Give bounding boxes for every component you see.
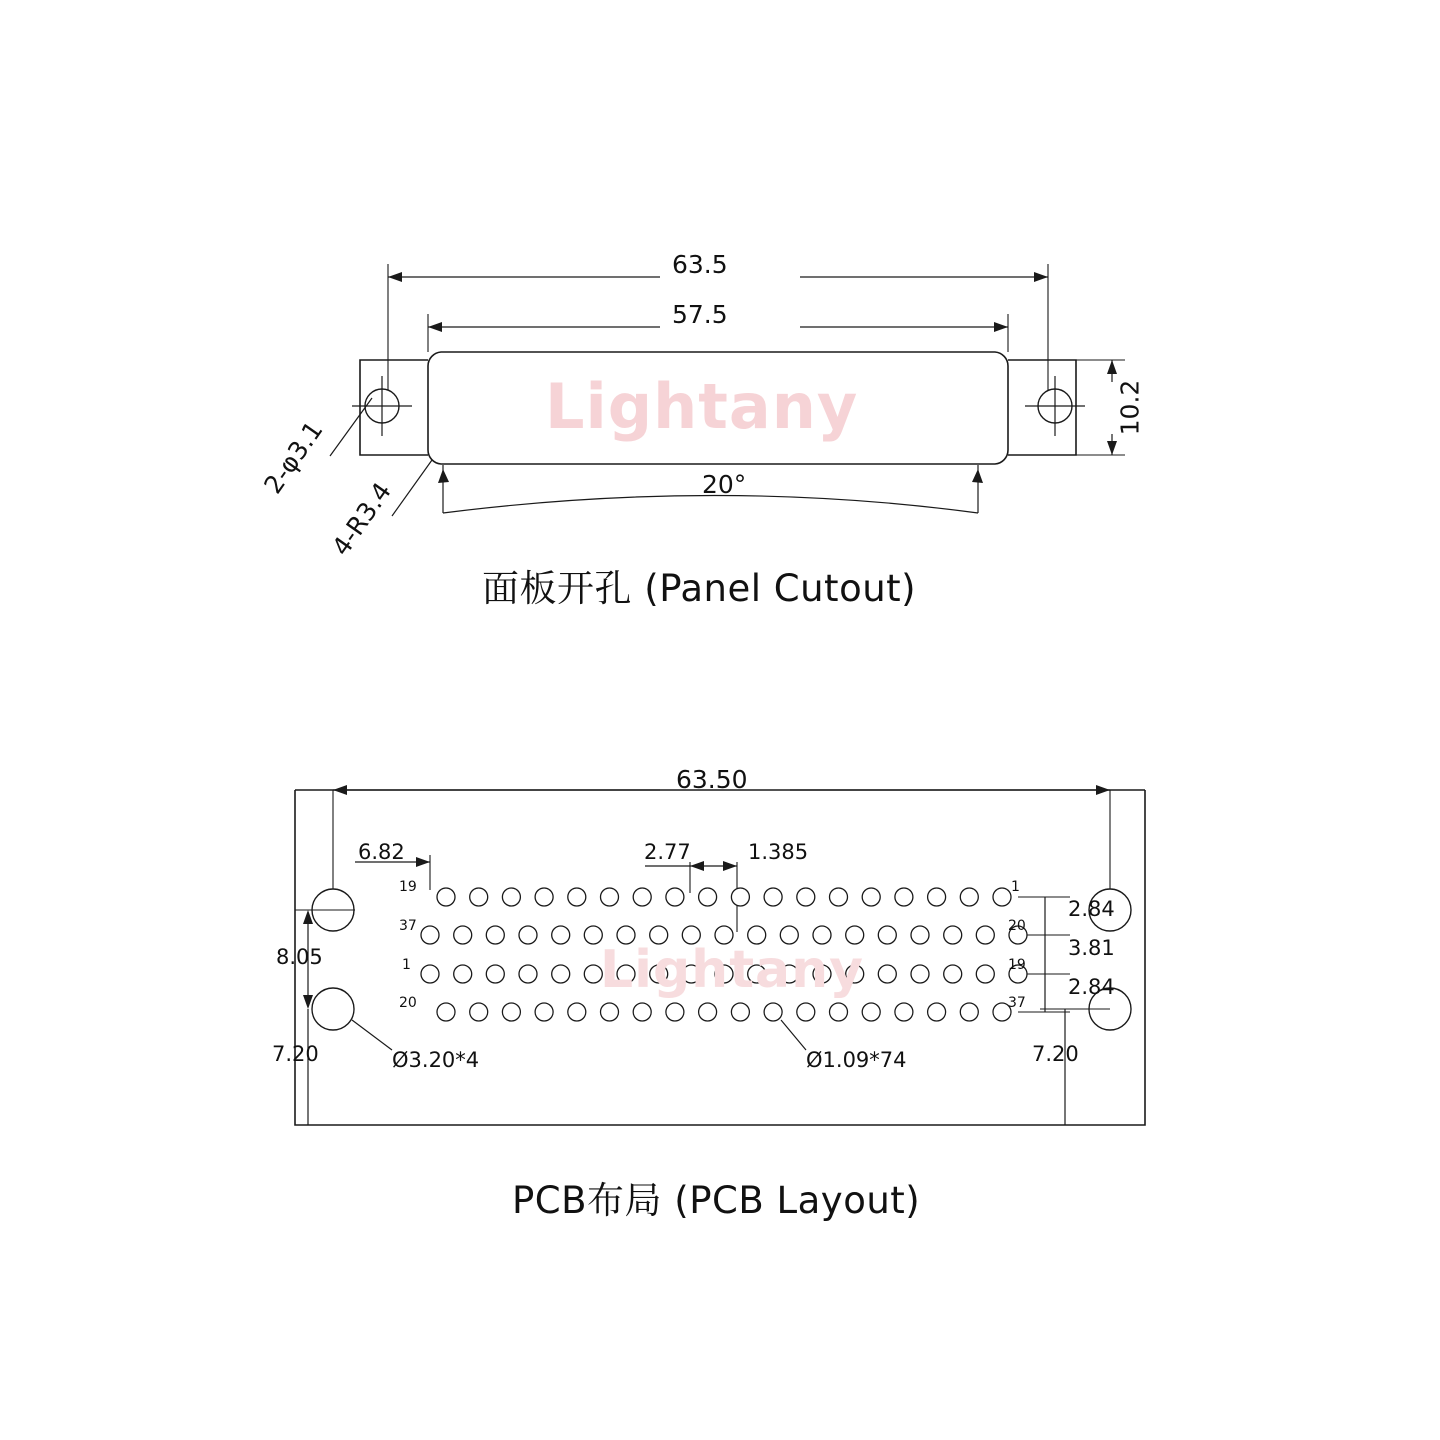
pcb-pad bbox=[830, 888, 848, 906]
pcb-pad bbox=[421, 926, 439, 944]
dim-pcb-pitch-row: 2.77 bbox=[644, 840, 691, 864]
pcb-pad bbox=[862, 1003, 880, 1021]
note-pin-hole-size: Ø1.09*74 bbox=[806, 1048, 907, 1072]
pcb-pad bbox=[813, 965, 831, 983]
pcb-pad bbox=[633, 1003, 651, 1021]
pcb-pad bbox=[584, 965, 602, 983]
pcb-pad bbox=[895, 888, 913, 906]
dim-pcb-left-vertical: 8.05 bbox=[276, 945, 323, 969]
pcb-pad bbox=[682, 926, 700, 944]
watermark-top: Lightany bbox=[545, 370, 859, 443]
pcb-pad bbox=[797, 1003, 815, 1021]
pcb-pad bbox=[895, 1003, 913, 1021]
pcb-pad bbox=[535, 888, 553, 906]
pcb-pad bbox=[682, 965, 700, 983]
pcb-pad bbox=[421, 965, 439, 983]
pcb-pad bbox=[552, 926, 570, 944]
pcb-pad bbox=[519, 926, 537, 944]
pcb-pin-grid bbox=[421, 888, 1027, 1021]
pcb-pad bbox=[748, 926, 766, 944]
pcb-pad bbox=[699, 888, 717, 906]
pcb-pad bbox=[748, 965, 766, 983]
dim-pcb-row-gap-top: 2.84 bbox=[1068, 897, 1115, 921]
dim-pcb-row-gap-bottom: 2.84 bbox=[1068, 975, 1115, 999]
dim-panel-height: 10.2 bbox=[1115, 379, 1145, 436]
pcb-pad bbox=[846, 926, 864, 944]
pcb-pad bbox=[601, 888, 619, 906]
caption-pcb-layout: PCB布局 (PCB Layout) bbox=[512, 1179, 921, 1222]
pcb-pad bbox=[470, 888, 488, 906]
dim-pcb-row-gap-mid: 3.81 bbox=[1068, 936, 1115, 960]
pcb-pad bbox=[960, 888, 978, 906]
pcb-pad bbox=[437, 888, 455, 906]
pcb-pad bbox=[764, 1003, 782, 1021]
pcb-pad bbox=[535, 1003, 553, 1021]
pcb-pad bbox=[454, 926, 472, 944]
pcb-pad bbox=[650, 926, 668, 944]
dim-pcb-overall-width: 63.50 bbox=[676, 765, 748, 794]
pcb-pad bbox=[617, 965, 635, 983]
pcb-pad bbox=[846, 965, 864, 983]
pcb-pad bbox=[780, 926, 798, 944]
dim-panel-cutout-width: 57.5 bbox=[672, 300, 728, 329]
pcb-pad bbox=[666, 888, 684, 906]
pcb-pad bbox=[993, 888, 1011, 906]
pcb-pad bbox=[944, 965, 962, 983]
pcb-pad bbox=[584, 926, 602, 944]
pin-label-row2-left: 37 bbox=[399, 918, 417, 934]
pcb-pad bbox=[617, 926, 635, 944]
pcb-pad bbox=[715, 926, 733, 944]
pcb-pad bbox=[699, 1003, 717, 1021]
pcb-pad bbox=[731, 888, 749, 906]
pin-label-top-left: 19 bbox=[399, 879, 417, 895]
pcb-pad bbox=[454, 965, 472, 983]
pcb-pad bbox=[830, 1003, 848, 1021]
pcb-pad bbox=[650, 965, 668, 983]
pcb-pad bbox=[715, 965, 733, 983]
pcb-pad bbox=[568, 1003, 586, 1021]
pcb-pad bbox=[568, 888, 586, 906]
dim-panel-overall-width: 63.5 bbox=[672, 250, 728, 279]
pcb-pad bbox=[911, 926, 929, 944]
pcb-pad bbox=[519, 965, 537, 983]
pcb-pad bbox=[976, 926, 994, 944]
pcb-pad bbox=[928, 888, 946, 906]
pin-label-row4-right: 37 bbox=[1008, 995, 1026, 1011]
pcb-pad bbox=[666, 1003, 684, 1021]
pcb-pad bbox=[502, 888, 520, 906]
pin-label-top-right: 1 bbox=[1011, 879, 1020, 895]
pcb-pad bbox=[960, 1003, 978, 1021]
dim-pcb-first-pin-offset: 6.82 bbox=[358, 840, 405, 864]
pcb-pad bbox=[486, 926, 504, 944]
caption-panel-cutout: 面板开孔 (Panel Cutout) bbox=[482, 567, 917, 610]
pcb-pad bbox=[911, 965, 929, 983]
pcb-pad bbox=[601, 1003, 619, 1021]
pcb-pad bbox=[633, 888, 651, 906]
dim-panel-mount-holes: 2-φ3.1 bbox=[258, 415, 329, 499]
pcb-pad bbox=[878, 965, 896, 983]
pcb-pad bbox=[731, 1003, 749, 1021]
pcb-pad bbox=[976, 965, 994, 983]
pcb-pad bbox=[764, 888, 782, 906]
pcb-layout-geometry bbox=[295, 785, 1145, 1125]
pcb-pad bbox=[928, 1003, 946, 1021]
dim-panel-angle: 20° bbox=[702, 470, 747, 499]
pcb-pad bbox=[552, 965, 570, 983]
pcb-pad bbox=[813, 926, 831, 944]
pcb-pad bbox=[502, 1003, 520, 1021]
pcb-pad bbox=[862, 888, 880, 906]
pcb-pad bbox=[944, 926, 962, 944]
pin-label-row2-right: 20 bbox=[1008, 918, 1026, 934]
pcb-pad bbox=[780, 965, 798, 983]
pcb-pad bbox=[470, 1003, 488, 1021]
pin-label-row4-left: 20 bbox=[399, 995, 417, 1011]
pin-label-row3-left: 1 bbox=[402, 957, 411, 973]
pcb-pad bbox=[797, 888, 815, 906]
dim-pcb-pitch-half: 1.385 bbox=[748, 840, 809, 864]
pcb-pad bbox=[437, 1003, 455, 1021]
dim-panel-corner-radius: 4-R3.4 bbox=[326, 477, 398, 561]
pcb-pad bbox=[878, 926, 896, 944]
pcb-pad bbox=[486, 965, 504, 983]
watermark-bottom: Lightany bbox=[600, 940, 865, 1000]
dim-pcb-right-bottom: 7.20 bbox=[1032, 1042, 1079, 1066]
dim-pcb-left-bottom: 7.20 bbox=[272, 1042, 319, 1066]
note-mount-hole-size: Ø3.20*4 bbox=[392, 1048, 480, 1072]
pin-label-row3-right: 19 bbox=[1008, 957, 1026, 973]
